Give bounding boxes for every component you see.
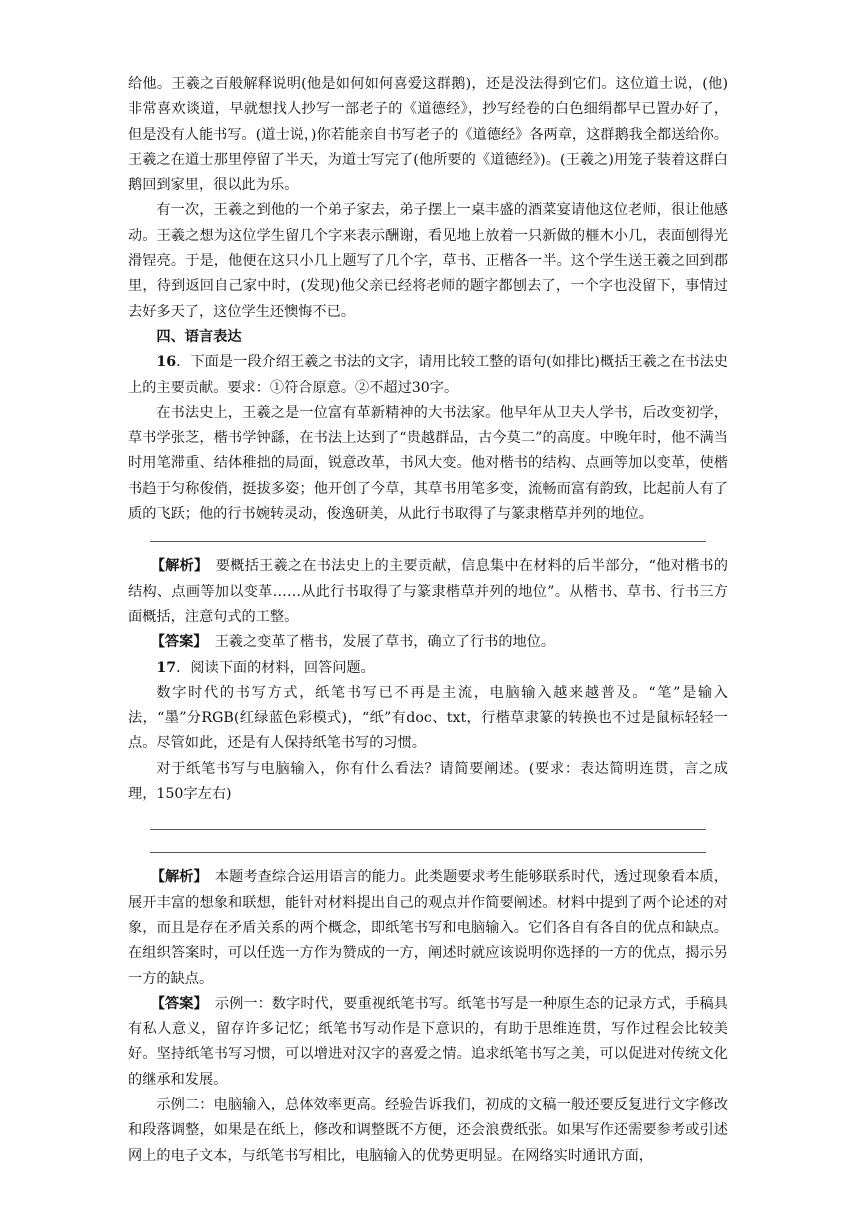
answer-blank-line	[150, 852, 706, 853]
answer-blank-line	[150, 829, 706, 830]
analysis-tag: 【解析】	[150, 869, 201, 886]
answer-blank-line	[150, 541, 706, 542]
question-17-example-2: 示例二：电脑输入，总体效率更高。经验告诉我们，初成的文稿一般还要反复进行文字修改和段落调整，如果是在纸上，修改和调整既不方便，还会浪费纸张。如果写作还需要参考或引述网上的电子文本，与纸笔书写相比，电脑输入的优势更明显。在网络实时通讯方面，	[128, 1096, 728, 1164]
question-17-prompt	[128, 656, 728, 681]
question-16-number: 16	[156, 354, 177, 371]
analysis-text: 要概括王羲之在书法史上的主要贡献，信息集中在材料的后半部分，“他对楷书的结构、点画等加以变革……从此行书取得了与篆隶楷草并列的地位”。从楷书、草书、行书三方面概括，注意句式的工整。	[128, 558, 728, 625]
question-16-answer	[128, 630, 728, 655]
section-heading: 四、语言表达	[156, 328, 242, 345]
question-17-number: 17	[156, 659, 177, 676]
question-17-question: 对于纸笔书写与电脑输入，你有什么看法？请简要阐述。(要求：表达简明连贯，言之成理，150字左右)	[128, 760, 728, 803]
answer-text: 示例一：数字时代，要重视纸笔书写。纸笔书写是一种原生态的记录方式，手稿具有私人意义，留存许多记忆；纸笔书写动作是下意识的，有助于思维连贯，写作过程会比较美好。坚持纸笔书写习惯，可以增进对汉字的喜爱之情。追求纸笔书写之美，可以促进对传统文化的继承和发展。	[128, 995, 728, 1088]
question-17-analysis	[128, 865, 728, 991]
analysis-text: 本题考查综合运用语言的能力。此类题要求考生能够联系时代，透过现象看本质，展开丰富的想象和联想，能针对材料提出自己的观点并作简要阐述。材料中提到了两个论述的对象，而且是存在矛盾关系的两个概念，即纸笔书写和电脑输入。它们各自有各自的优点和缺点。在组织答案时，可以任选一方作为赞成的一方，阐述时就应该说明你选择的一方的优点，揭示另一方的缺点。	[128, 869, 728, 987]
answer-text: 王羲之变革了楷书，发展了草书，确立了行书的地位。	[200, 634, 556, 651]
question-16-analysis	[128, 554, 728, 630]
question-17-answer	[128, 992, 728, 1093]
question-16-material: 在书法史上，王羲之是一位富有革新精神的大书法家。他早年从卫夫人学书，后改变初学，草书学张芝，楷书学钟繇，在书法上达到了“贵越群品，古今莫二”的高度。中晚年时，他不满当时用笔滞重、结体稚拙的局面，锐意改革，书风大变。他对楷书的结构、点画等加以变革，使楷书趋于匀称俊俏，挺拔多姿；他开创了今草，其草书用笔多变，流畅而富有韵致，比起前人有了质的飞跃；他的行书婉转灵动，俊逸研美，从此行书取得了与篆隶楷草并列的地位。	[128, 404, 728, 523]
question-17-text: ．阅读下面的材料，回答问题。	[176, 659, 375, 676]
question-17-material: 数字时代的书写方式，纸笔书写已不再是主流，电脑输入越来越普及。“笔”是输入法，“墨”分RGB(红绿蓝色彩模式)，“纸”有doc、txt，行楷草隶篆的转换也不过是鼠标轻轻一点。尽管如此，还是有人保持纸笔书写的习惯。	[128, 684, 728, 752]
question-16-prompt	[128, 350, 728, 401]
answer-tag: 【答案】	[150, 634, 201, 651]
answer-tag: 【答案】	[150, 995, 201, 1012]
translation-paragraph-1: 给他。王羲之百般解释说明(他是如何如何喜爱这群鹅)，还是没法得到它们。这位道士说，(他)非常喜欢谈道，早就想找人抄写一部老子的《道德经》，抄写经卷的白色细绢都早已置办好了，但是没有人能书写。(道士说，)你若能亲自书写老子的《道德经》各两章，这群鹅我全都送给你。王羲之在道士那里停留了半天，为道士写完了(他所要的《道德经》)。(王羲之)用笼子装着这群白鹅回到家里，很以此为乐。	[128, 76, 728, 194]
analysis-tag: 【解析】	[150, 558, 202, 575]
translation-paragraph-2: 有一次，王羲之到他的一个弟子家去，弟子摆上一桌丰盛的酒菜宴请他这位老师，很让他感动。王羲之想为这位学生留几个字来表示酬谢，看见地上放着一只新做的榧木小几，表面刨得光滑锃亮。于是，他便在这只小几上题写了几个字，草书、正楷各一半。这个学生送王羲之回到郡里，待到返回自己家中时，(发现)他父亲已经将老师的题字都刨去了，一个字也没留下，事情过去好多天了，这位学生还懊悔不已。	[128, 202, 728, 320]
question-16-text: ．下面是一段介绍王羲之书法的文字，请用比较工整的语句(如排比)概括王羲之在书法史上的主要贡献。要求：①符合原意。②不超过30字。	[128, 354, 728, 396]
document-page	[128, 72, 728, 1169]
